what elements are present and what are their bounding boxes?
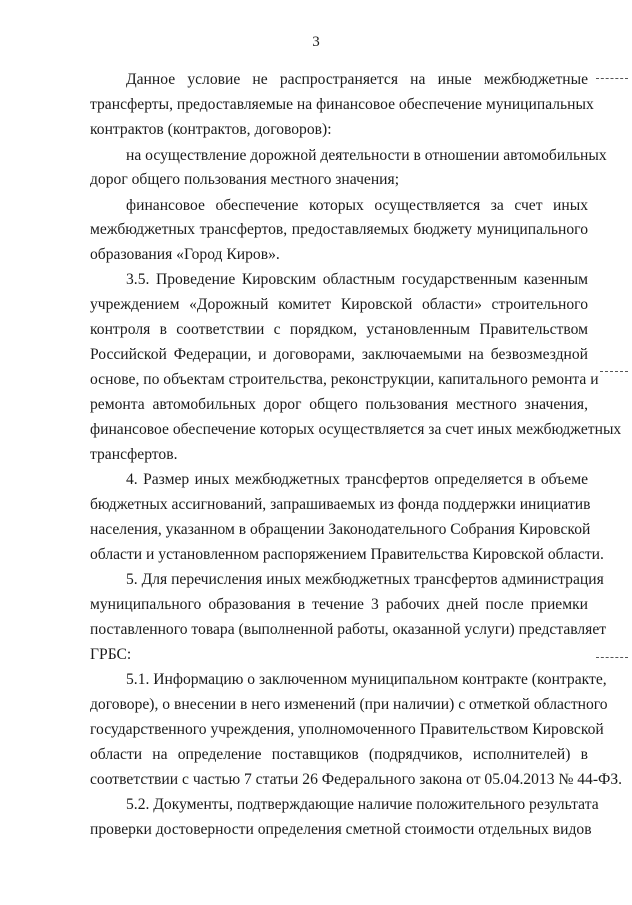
text-line: основе, по объектам строительства, реконструкции, капитального ремонта и (90, 371, 599, 388)
text-line: трансфертов. (90, 446, 178, 463)
text-line: на осуществление дорожной деятельности в отношении автомобильных (126, 147, 607, 164)
text-line: проверки достоверности определения сметной стоимости отдельных видов (90, 821, 592, 838)
text-line: Данное условие не распространяется на иные межбюджетные (126, 71, 588, 88)
text-line: поставленного товара (выполненной работы, оказанной услуги) представляет (90, 621, 607, 638)
margin-mark (596, 657, 628, 658)
margin-mark (596, 78, 628, 79)
text-line: 5. Для перечисления иных межбюджетных трансфертов администрация (126, 571, 604, 588)
text-line: государственного учреждения, уполномоченного Правительством Кировской (90, 721, 604, 738)
text-line: ГРБС: (90, 646, 132, 663)
text-line: 3.5. Проведение Кировским областным государственным казенным (126, 271, 588, 288)
text-line: межбюджетных трансфертов, предоставляемых бюджету муниципального (90, 221, 588, 238)
text-line: 5.1. Информацию о заключенном муниципальном контракте (контракте, (126, 671, 607, 688)
text-line: образования «Город Киров». (90, 246, 280, 263)
text-line: дорог общего пользования местного значения; (90, 171, 400, 188)
text-line: 4. Размер иных межбюджетных трансфертов определяется в объеме (126, 471, 588, 488)
text-line: учреждением «Дорожный комитет Кировской области» строительного (90, 296, 588, 313)
text-line: трансферты, предоставляемые на финансовое обеспечение муниципальных (90, 96, 594, 113)
text-line: области на определение поставщиков (подрядчиков, исполнителей) в (90, 746, 588, 763)
text-line: Российской Федерации, и договорами, заключаемыми на безвозмездной (90, 346, 588, 363)
margin-mark (600, 371, 628, 372)
text-line: области и установленном распоряжением Правительства Кировской области. (90, 546, 604, 563)
text-line: финансовое обеспечение которых осуществляется за счет иных (126, 197, 588, 214)
text-line: соответствии с частью 7 статьи 26 Федерального закона от 05.04.2013 № 44-ФЗ. (90, 771, 623, 788)
text-line: ремонта автомобильных дорог общего пользования местного значения, (90, 396, 588, 413)
text-line: договоре), о внесении в него изменений (при наличии) с отметкой областного (90, 696, 608, 713)
text-line: контрактов (контрактов, договоров): (90, 121, 332, 138)
text-line: контроля в соответствии с порядком, установленным Правительством (90, 321, 588, 338)
text-line: 5.2. Документы, подтверждающие наличие положительного результата (126, 796, 599, 813)
text-line: муниципального образования в течение 3 рабочих дней после приемки (90, 596, 588, 613)
text-line: финансовое обеспечение которых осуществляется за счет иных межбюджетных (90, 421, 622, 438)
text-line: населения, указанном в обращении Законодательного Собрания Кировской (90, 521, 591, 538)
text-line: бюджетных ассигнований, запрашиваемых из фонда поддержки инициатив (90, 496, 591, 513)
page-number: 3 (312, 34, 320, 50)
